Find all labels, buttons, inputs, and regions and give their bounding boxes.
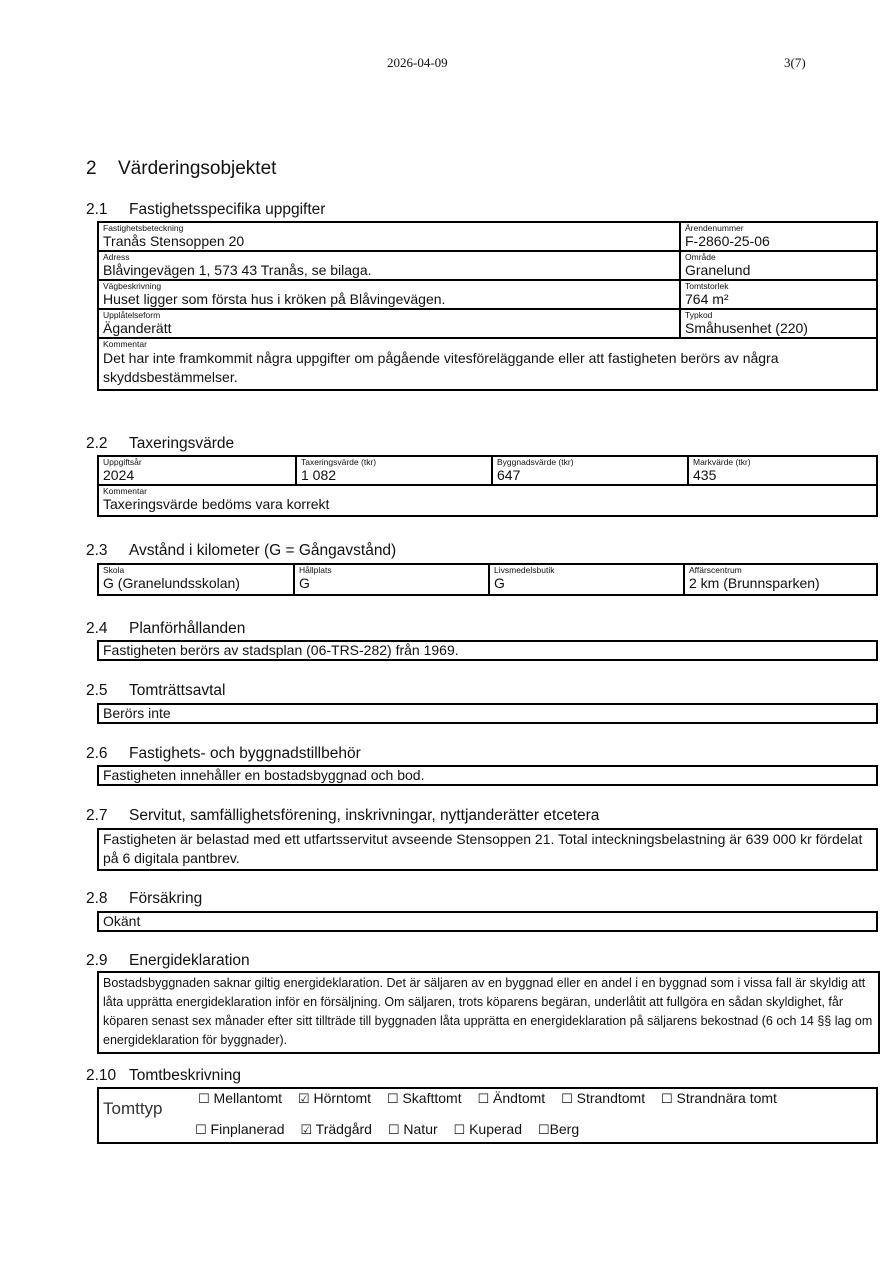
heading-2-5: 2.5 Tomträttsavtal [86, 682, 226, 699]
section-number: 2 [86, 158, 97, 179]
type-code: Småhusenhet (220) [685, 320, 808, 336]
property-designation: Tranås Stensoppen 20 [103, 233, 245, 249]
checkbox-finplanerad[interactable]: ☐ Finplanerad [195, 1121, 285, 1138]
leasehold-box: Berörs inte [97, 703, 878, 724]
plan-box: Fastigheten berörs av stadsplan (06-TRS-282) från 1969. [97, 640, 878, 661]
property-table [97, 221, 878, 391]
appurtenances-box: Fastigheten innehåller en bostadsbyggnad och bod. [97, 765, 878, 786]
table-row: Kommentar Det har inte framkommit några uppgifter om pågående vitesföreläggande eller att fastigheten berörs av några skyddsbestämmelser. [98, 338, 877, 390]
case-number: F-2860-25-06 [685, 233, 770, 249]
checkbox-natur[interactable]: ☐ Natur [387, 1121, 438, 1138]
heading-2-4: 2.4 Planförhållanden [86, 620, 246, 637]
insurance-box: Okänt [97, 911, 878, 932]
area: Granelund [685, 262, 751, 278]
checkbox-skafttomt[interactable]: ☐ Skafttomt [386, 1090, 462, 1107]
heading-2-7: 2.7 Servitut, samfällighetsförening, inskrivningar, nyttjanderätter etcetera [86, 807, 600, 824]
section-heading [86, 158, 276, 180]
checkbox-tradgard[interactable]: ☑ Trädgård [300, 1121, 372, 1138]
heading-2-10: 2.10 Tomtbeskrivning [86, 1067, 241, 1084]
tax-value-table [97, 455, 878, 517]
checkbox-mellantomt[interactable]: ☐ Mellantomt [198, 1090, 283, 1107]
table-row: Skola G (Granelundsskolan) Hållplats G Livsmedelsbutik G Affärscentrum 2 km (Brunnsparken) [98, 564, 877, 595]
table-row: Kommentar Taxeringsvärde bedöms vara korrekt [98, 485, 877, 516]
tax-comment: Taxeringsvärde bedöms vara korrekt [103, 496, 330, 512]
header-page: 3(7) [784, 55, 806, 70]
distance-table [97, 563, 878, 596]
energy-box: Bostadsbyggnaden saknar giltig energideklaration. Det är säljaren av en byggnad eller en andel i en byggnad som i vissa fall är skyldig att låta upprätta energideklaration inför en försäljning. Om säljaren, trots köparens begäran, underlåtit att fullgöra en sådan skyldighet, får köparen senast sex månader efter sitt tillträde till byggnaden låta upprätta en energideklaration på säljarens bekostnad (6 och 14 §§ lag om energideklaration för byggnader). [97, 971, 880, 1054]
heading-2-2: 2.2 Taxeringsvärde [86, 435, 235, 452]
directions: Huset ligger som första hus i kröken på Blåvingevägen. [103, 291, 446, 307]
plot-type-row-1 [198, 1090, 789, 1107]
table-row: Vägbeskrivning Huset ligger som första hus i kröken på Blåvingevägen. Tomtstorlek 764 m² [98, 280, 877, 309]
checkbox-strandnara-tomt[interactable]: ☐ Strandnära tomt [661, 1090, 777, 1107]
heading-2-3: 2.3 Avstånd i kilometer (G = Gångavstånd) [86, 542, 397, 559]
table-row: Adress Blåvingevägen 1, 573 43 Tranås, se bilaga. Område Granelund [98, 251, 877, 280]
checkbox-kuperad[interactable]: ☐ Kuperad [453, 1121, 523, 1138]
tenure: Äganderätt [103, 320, 172, 336]
header-date: 2026-04-09 [387, 55, 448, 70]
checkbox-strandtomt[interactable]: ☐ Strandtomt [561, 1090, 646, 1107]
address: Blåvingevägen 1, 573 43 Tranås, se bilaga. [103, 262, 372, 278]
property-comment: Det har inte framkommit några uppgifter om pågående vitesföreläggande eller att fastigheten berörs av några skyddsbestämmelser. [103, 350, 779, 385]
plot-type-label: Tomttyp [103, 1099, 163, 1118]
servitude-box: Fastigheten är belastad med ett utfartsservitut avseende Stensoppen 21. Total inteckningsbelastning är 639 000 kr fördelat på 6 digitala pantbrev. [97, 828, 878, 871]
table-row: Fastighetsbeteckning Tranås Stensoppen 20 Ärendenummer F-2860-25-06 [98, 222, 877, 251]
heading-2-6: 2.6 Fastighets- och byggnadstillbehör [86, 745, 361, 762]
table-row: Uppgiftsår 2024 Taxeringsvärde (tkr) 1 082 Byggnadsvärde (tkr) 647 Markvärde (tkr) 435 [98, 456, 877, 485]
plot-type-row-2 [195, 1121, 591, 1138]
plot-size: 764 m² [685, 291, 729, 307]
section-title: Värderingsobjektet [118, 158, 277, 179]
checkbox-andtomt[interactable]: ☐ Ändtomt [477, 1090, 546, 1107]
heading-2-1: 2.1 Fastighetsspecifika uppgifter [86, 201, 326, 218]
heading-2-8: 2.8 Försäkring [86, 890, 203, 907]
checkbox-horntomt[interactable]: ☑ Hörntomt [297, 1090, 372, 1107]
table-row: Upplåtelseform Äganderätt Typkod Småhusenhet (220) [98, 309, 877, 338]
heading-2-9: 2.9 Energideklaration [86, 952, 250, 969]
checkbox-berg[interactable]: ☐Berg [537, 1121, 580, 1138]
